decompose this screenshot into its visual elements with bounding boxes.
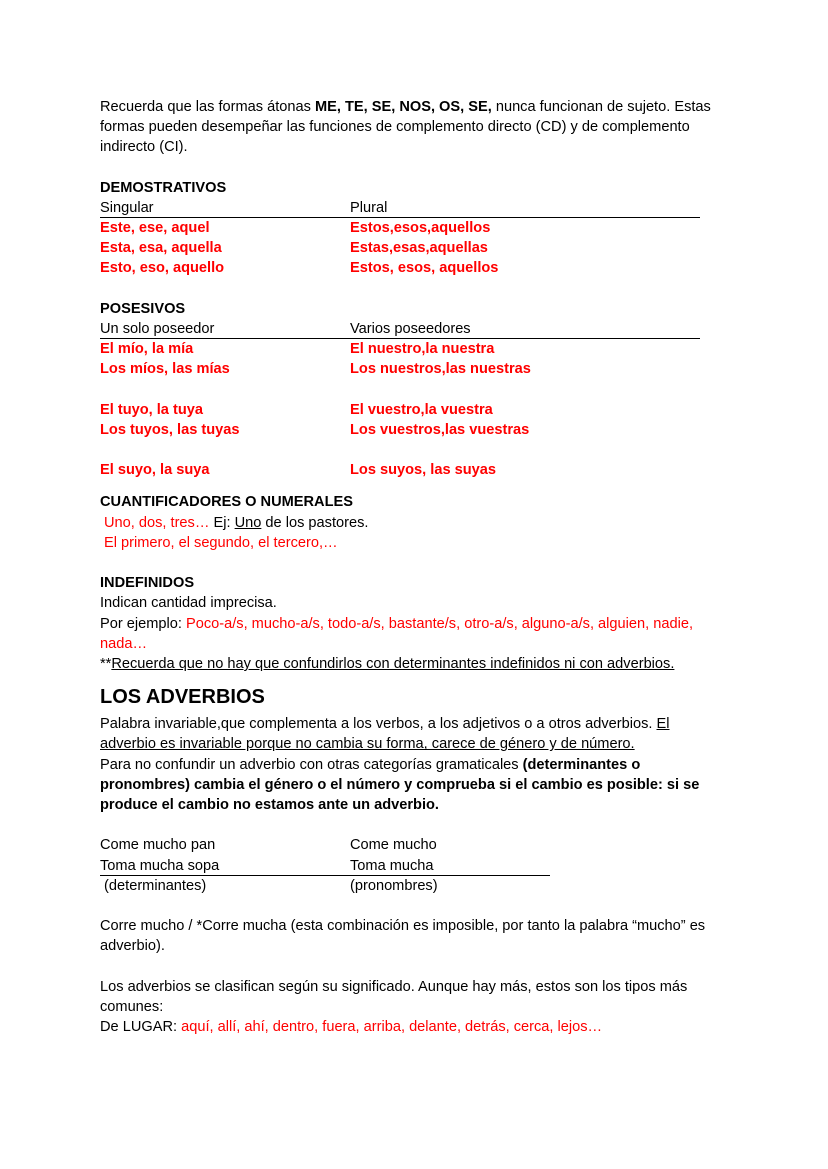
adverbios-p3: Corre mucho / *Corre mucha (esta combinación es imposible, por tanto la palabra “mucho” es adverbio). bbox=[100, 918, 706, 955]
demostrativos-cell: Esto, eso, aquello bbox=[100, 260, 225, 277]
posesivos-cell: El tuyo, la tuya bbox=[100, 401, 203, 418]
posesivos-row bbox=[100, 339, 728, 359]
intro-bold-forms: ME, TE, SE, NOS, OS, SE, bbox=[314, 99, 492, 115]
adverbios-p4: Los adverbios se clasifican según su significado. Aunque hay más, estos son los tipos más comunes: bbox=[100, 978, 688, 1015]
posesivos-cell: El vuestro,la vuestra bbox=[350, 401, 493, 418]
posesivos-cell: El nuestro,la nuestra bbox=[350, 341, 495, 357]
example-cell: Come mucho pan bbox=[100, 837, 216, 854]
demostrativos-col2: Plural bbox=[350, 200, 388, 216]
posesivos-row bbox=[100, 420, 728, 440]
demostrativos-row bbox=[100, 218, 728, 238]
cuantificadores-line2: El primero, el segundo, el tercero,… bbox=[104, 534, 338, 551]
adverbios-p1 bbox=[100, 714, 728, 754]
adverbios-p2-bold: (determinantes o pronombres) cambia el género o el número y comprueba si el cambio es posible: si se produce el cambio no estamos ante un adverbio. bbox=[100, 756, 700, 814]
example-cell: (determinantes) bbox=[100, 877, 207, 894]
posesivos-cell: El mío, la mía bbox=[100, 341, 194, 357]
example-row-underlined bbox=[100, 856, 550, 876]
intro-text: Recuerda que las formas átonas bbox=[100, 99, 315, 115]
indefinidos-ej-list: Poco-a/s, mucho-a/s, todo-a/s, bastante/s, otro-a/s, alguno-a/s, alguien, nadie, nada… bbox=[100, 615, 693, 652]
posesivos-row bbox=[100, 400, 728, 420]
note-text: Recuerda que no hay que confundirlos con determinantes indefinidos ni con adverbios. bbox=[111, 656, 675, 672]
demostrativos-cell: Estos, esos, aquellos bbox=[350, 260, 499, 277]
demostrativos-row bbox=[100, 258, 728, 278]
indefinidos-title: INDEFINIDOS bbox=[100, 575, 195, 592]
example-cell: Toma mucha sopa bbox=[100, 857, 220, 874]
example-cell: Come mucho bbox=[350, 837, 437, 854]
cuantificadores-examples: Uno, dos, tres… bbox=[104, 514, 210, 531]
demostrativos-row bbox=[100, 238, 728, 258]
posesivos-cell: Los vuestros,las vuestras bbox=[350, 421, 530, 438]
document-page bbox=[100, 97, 728, 1037]
demostrativos-cell: Estos,esos,aquellos bbox=[350, 220, 491, 236]
intro-text-end: nunca funcionan de sujeto. Estas formas pueden desempeñar las funciones de complemento directo (CD) y de complemento indirecto (CI). bbox=[100, 99, 711, 156]
demostrativos-cell: Estas,esas,aquellas bbox=[350, 240, 488, 257]
example-cell: Toma mucha bbox=[350, 857, 434, 874]
posesivos-cell: Los nuestros,las nuestras bbox=[350, 361, 531, 378]
posesivos-header bbox=[100, 319, 700, 339]
posesivos-title: POSESIVOS bbox=[100, 300, 186, 317]
posesivos-row bbox=[100, 359, 728, 379]
indefinidos-ej-label: Por ejemplo: bbox=[100, 615, 186, 632]
lugar-list: aquí, allí, ahí, dentro, fuera, arriba, delante, detrás, cerca, lejos… bbox=[181, 1019, 603, 1035]
cuantificadores-underlined: Uno bbox=[234, 514, 262, 531]
posesivos-col2: Varios poseedores bbox=[350, 321, 471, 337]
posesivos-cell: Los míos, las mías bbox=[100, 361, 230, 378]
example-cell: (pronombres) bbox=[350, 877, 438, 894]
demostrativos-col1: Singular bbox=[100, 200, 154, 216]
posesivos-cell: Los suyos, las suyas bbox=[350, 462, 497, 479]
intro-paragraph bbox=[100, 97, 728, 158]
adverbios-lugar bbox=[100, 1017, 728, 1037]
posesivos-cell: Los tuyos, las tuyas bbox=[100, 421, 240, 438]
posesivos-row bbox=[100, 460, 728, 480]
indefinidos-examples bbox=[100, 614, 728, 654]
adverbios-p2 bbox=[100, 755, 728, 816]
demostrativos-header bbox=[100, 198, 700, 218]
adverbios-p2-text: Para no confundir un adverbio con otras categorías gramaticales bbox=[100, 756, 523, 773]
cuantificadores-end: de los pastores. bbox=[261, 514, 369, 531]
example-row bbox=[100, 876, 728, 896]
adverbios-p1-text: Palabra invariable,que complementa a los verbos, a los adjetivos o a otros adverbios. bbox=[100, 716, 657, 733]
demostrativos-title: DEMOSTRATIVOS bbox=[100, 179, 227, 196]
adverbios-p1-underlined: El adverbio es invariable porque no cambia su forma, carece de género y de número. bbox=[100, 716, 670, 753]
cuantificadores-ej: Ej: bbox=[209, 514, 235, 531]
demostrativos-cell: Este, ese, aquel bbox=[100, 220, 210, 236]
indefinidos-note bbox=[100, 654, 728, 674]
cuantificadores-title: CUANTIFICADORES O NUMERALES bbox=[100, 494, 353, 511]
demostrativos-cell: Esta, esa, aquella bbox=[100, 240, 222, 257]
cuantificadores-line1 bbox=[100, 513, 728, 533]
note-prefix: ** bbox=[100, 656, 112, 672]
lugar-label: De LUGAR: bbox=[100, 1019, 182, 1035]
posesivos-cell: El suyo, la suya bbox=[100, 462, 210, 479]
indefinidos-line1: Indican cantidad imprecisa. bbox=[100, 595, 277, 612]
posesivos-col1: Un solo poseedor bbox=[100, 321, 215, 337]
example-row bbox=[100, 835, 728, 855]
adverbios-heading: LOS ADVERBIOS bbox=[100, 686, 265, 709]
